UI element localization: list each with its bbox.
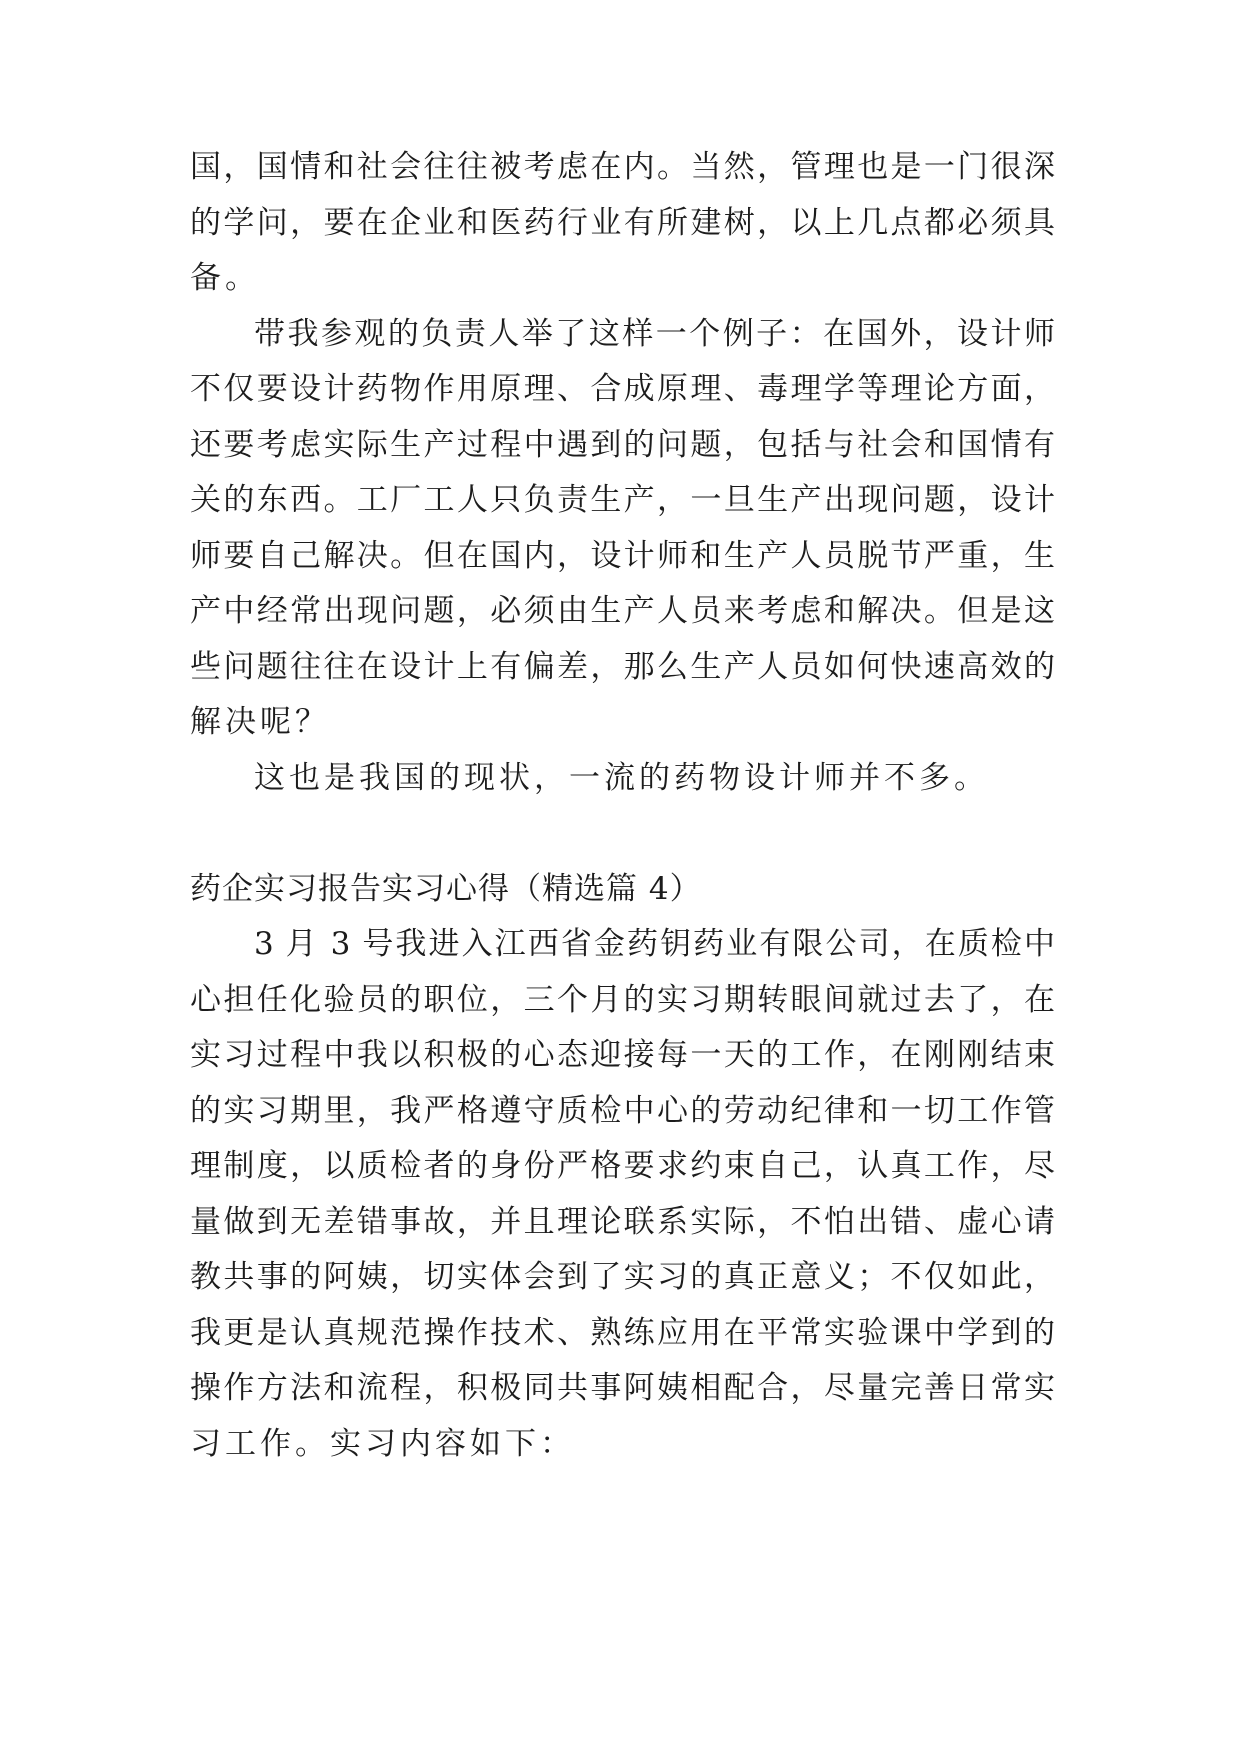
paragraph-line: 的学问，要在企业和医药行业有所建树，以上几点都必须具 xyxy=(190,205,1055,241)
paragraph-line: 师要自己解决。但在国内，设计师和生产人员脱节严重，生 xyxy=(190,538,1055,574)
paragraph-line: 备。 xyxy=(190,260,260,296)
paragraph-line: 理制度，以质检者的身份严格要求约束自己，认真工作，尽 xyxy=(190,1148,1055,1184)
paragraph-line: 操作方法和流程，积极同共事阿姨相配合，尽量完善日常实 xyxy=(190,1370,1055,1406)
paragraph-line: 3 月 3 号我进入江西省金药钥药业有限公司，在质检中 xyxy=(254,926,1055,962)
paragraph-line: 习工作。实习内容如下： xyxy=(190,1426,575,1462)
paragraph-line: 量做到无差错事故，并且理论联系实际，不怕出错、虚心请 xyxy=(190,1204,1055,1240)
section-heading: 药企实习报告实习心得（精选篇 4） xyxy=(190,871,702,907)
paragraph-line: 国，国情和社会往往被考虑在内。当然，管理也是一门很深 xyxy=(190,149,1055,185)
paragraph-line: 不仅要设计药物作用原理、合成原理、毒理学等理论方面， xyxy=(190,371,1055,407)
paragraph-line: 我更是认真规范操作技术、熟练应用在平常实验课中学到的 xyxy=(190,1315,1055,1351)
paragraph-line: 关的东西。工厂工人只负责生产，一旦生产出现问题，设计 xyxy=(190,482,1055,518)
paragraph-line: 实习过程中我以积极的心态迎接每一天的工作，在刚刚结束 xyxy=(190,1037,1055,1073)
paragraph-line: 带我参观的负责人举了这样一个例子：在国外，设计师 xyxy=(254,316,1055,352)
paragraph-line: 教共事的阿姨，切实体会到了实习的真正意义；不仅如此， xyxy=(190,1259,1055,1295)
paragraph-line: 些问题往往在设计上有偏差，那么生产人员如何快速高效的 xyxy=(190,649,1055,685)
paragraph-line: 解决呢？ xyxy=(190,704,330,740)
paragraph-line: 还要考虑实际生产过程中遇到的问题，包括与社会和国情有 xyxy=(190,427,1055,463)
paragraph-line: 心担任化验员的职位，三个月的实习期转眼间就过去了，在 xyxy=(190,982,1055,1018)
paragraph-line: 的实习期里，我严格遵守质检中心的劳动纪律和一切工作管 xyxy=(190,1093,1055,1129)
paragraph-line: 这也是我国的现状，一流的药物设计师并不多。 xyxy=(254,760,989,796)
paragraph-line: 产中经常出现问题，必须由生产人员来考虑和解决。但是这 xyxy=(190,593,1055,629)
